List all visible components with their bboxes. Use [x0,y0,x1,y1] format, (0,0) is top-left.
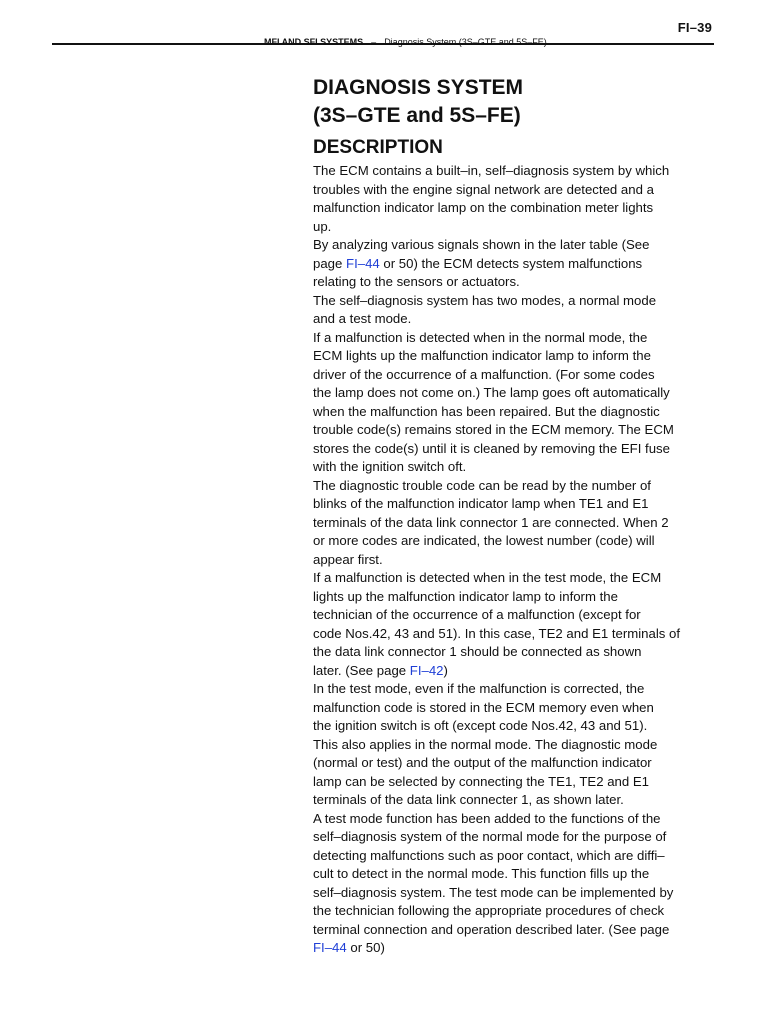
text-line: malfunction code is stored in the ECM memory even when [313,699,654,715]
paragraph-test-mode-function [313,810,713,958]
text-line: relating to the sensors or actuators. [313,274,520,289]
text-line: malfunction indicator lamp on the combination meter lights [313,200,654,215]
text-line: terminals of the data link connector 1 are connected. When 2 [313,514,669,530]
text-fragment: page [313,255,347,271]
paragraph-code-memory [313,680,713,810]
text-line: terminal connection and operation described later. (See page [313,921,670,937]
text-line: If a malfunction is detected when in the normal mode, the [313,329,648,345]
text-line: The self–diagnosis system has two modes, a normal mode [313,292,657,308]
text-line: technician of the occurrence of a malfunction (except for [313,607,641,622]
paragraph-normal-mode [313,329,713,477]
running-header [264,36,547,48]
link-fi-42[interactable]: FI–42 [409,662,444,678]
text-line: lamp can be selected by connecting the TE1, TE2 and E1 [313,773,650,789]
running-header-separator: – [371,37,377,47]
link-fi-44[interactable]: FI–44 [313,940,347,955]
paragraph-signal-analysis [313,236,713,292]
text-line: trouble code(s) remains stored in the ECM memory. The ECM [313,422,674,437]
page-title [313,74,713,130]
text-fragment: or 50) [346,940,385,955]
page-number: FI–39 [677,20,712,35]
text-line: the lamp does not come on.) The lamp goes oft automatically [313,385,670,400]
section-heading-description: DESCRIPTION [313,137,443,158]
text-line: self–diagnosis system of the normal mode for the purpose of [313,829,667,844]
text-line: detecting malfunctions such as poor contact, which are diffi– [313,847,665,863]
running-header-topic: Diagnosis System (3S–GTE and 5S–FE) [384,37,547,47]
text-line: self–diagnosis system. The test mode can be implemented by [313,884,674,900]
text-line: This also applies in the normal mode. The diagnostic mode [313,736,658,752]
paragraph-test-mode-detection [313,569,713,680]
link-fi-44[interactable]: FI–44 [346,255,380,271]
text-line: (normal or test) and the output of the malfunction indicator [313,755,652,770]
text-line: or more codes are indicated, the lowest number (code) will [313,533,655,548]
text-line: cult to detect in the normal mode. This function fills up the [313,866,650,881]
text-line: troubles with the engine signal network are detected and a [313,181,654,197]
text-line: terminals of the data link connecter 1, as shown later. [313,792,624,807]
text-line: In the test mode, even if the malfunction is corrected, the [313,681,645,696]
text-line: lights up the malfunction indicator lamp to inform the [313,588,618,604]
text-line: ECM lights up the malfunction indicator lamp to inform the [313,348,651,363]
paragraph-ecm-overview [313,162,713,236]
text-line: If a malfunction is detected when in the test mode, the ECM [313,570,662,585]
text-line: and a test mode. [313,311,412,326]
text-line [313,662,713,681]
text-line: stores the code(s) until it is cleaned by removing the EFI fuse [313,440,670,456]
text-line: blinks of the malfunction indicator lamp when TE1 and E1 [313,496,649,511]
text-line: driver of the occurrence of a malfunction. (For some codes [313,366,655,382]
text-line: the ignition switch is oft (except code Nos.42, 43 and 51). [313,718,648,733]
text-line [313,255,713,274]
text-line: appear first. [313,551,383,567]
paragraph-two-modes [313,292,713,329]
text-line: By analyzing various signals shown in the later table (See [313,237,650,252]
running-header-section: MFI AND SFI SYSTEMS [264,37,364,47]
text-line: when the malfunction has been repaired. But the diagnostic [313,403,660,419]
page-title-line-1: DIAGNOSIS SYSTEM [313,76,524,99]
text-line: The diagnostic trouble code can be read by the number of [313,477,651,493]
main-content [313,74,713,958]
page-title-line-2: (3S–GTE and 5S–FE) [313,104,521,127]
text-line: A test mode function has been added to the functions of the [313,810,661,826]
text-line [313,939,713,958]
text-fragment: later. (See page [313,662,410,678]
text-fragment: ) [443,662,448,678]
text-line: with the ignition switch oft. [313,459,467,474]
paragraph-trouble-code-reading [313,477,713,570]
text-line: the data link connector 1 should be connected as shown [313,644,642,659]
text-line: The ECM contains a built–in, self–diagnosis system by which [313,163,670,178]
text-fragment: or 50) the ECM detects system malfunctions [379,255,643,271]
text-line: the technician following the appropriate procedures of check [313,903,665,918]
text-line: up. [313,218,332,234]
text-line: code Nos.42, 43 and 51). In this case, TE2 and E1 terminals of [313,625,681,641]
